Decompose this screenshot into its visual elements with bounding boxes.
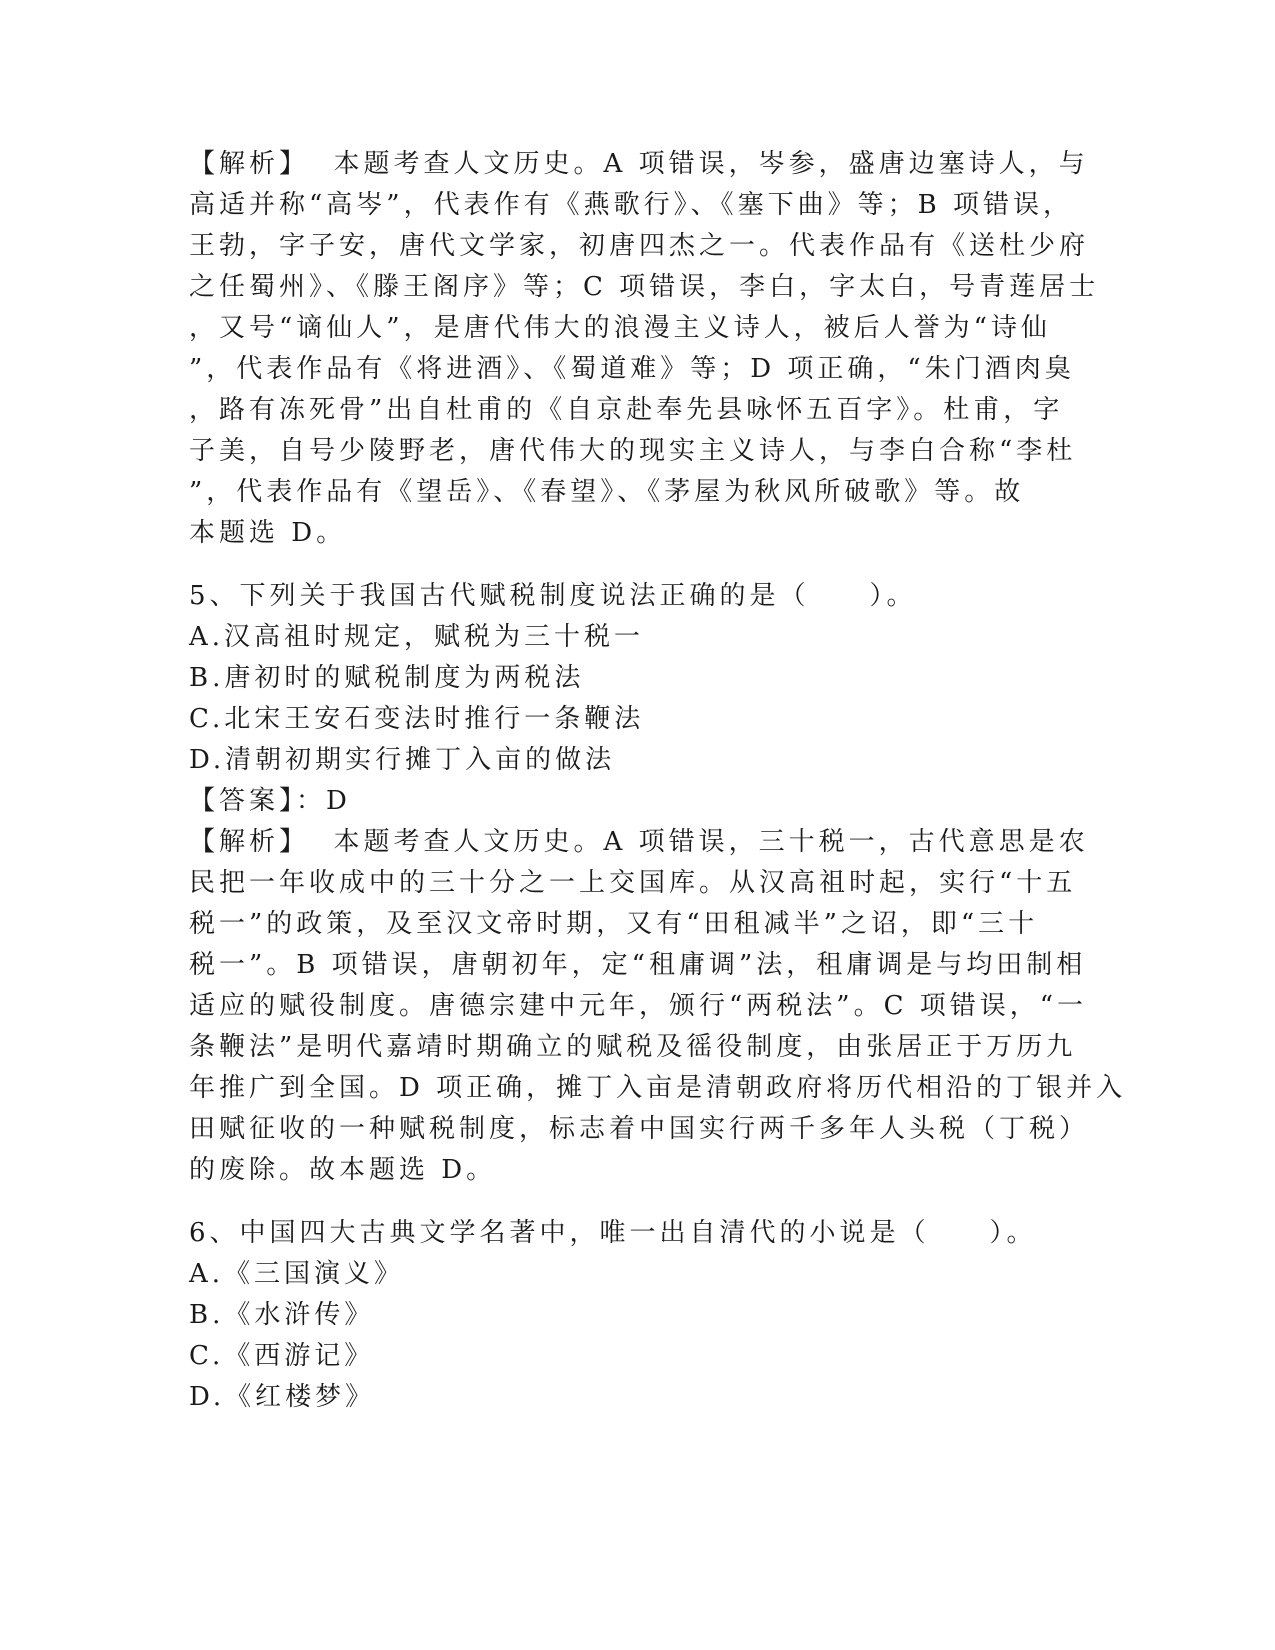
analysis-line: ，路有冻死骨”出自杜甫的《自京赴奉先县咏怀五百字》。杜甫，字 [189,395,1064,425]
question-5-analysis-line: 适应的赋役制度。唐德宗建中元年，颁行“两税法”。C 项错误，“一 [189,991,1088,1021]
question-5-option-d: D.清朝初期实行摊丁入亩的做法 [189,745,616,775]
question-6-option-d: D.《红楼梦》 [189,1382,376,1412]
question-5-analysis-line: 税一”的政策，及至汉文帝时期，又有“田租减半”之诏，即“三十 [189,909,1039,939]
analysis-line: ”，代表作品有《将进酒》、《蜀道难》等；D 项正确，“朱门酒肉臭 [189,354,1075,384]
question-5-analysis-line: 年推广到全国。D 项正确，摊丁入亩是清朝政府将历代相沿的丁银并入 [189,1073,1127,1103]
question-6-option-a: A.《三国演义》 [189,1259,405,1289]
analysis-line: 本题选 D。 [189,518,347,548]
question-5-answer: 【答案】：D [189,786,351,816]
question-5-analysis-line: 民把一年收成中的三十分之一上交国库。从汉高祖时起，实行“十五 [189,868,1077,898]
question-5-option-b: B.唐初时的赋税制度为两税法 [189,663,585,693]
analysis-line: 【解析】 本题考查人文历史。A 项错误，岑参，盛唐边塞诗人，与 [189,149,1089,179]
question-5-analysis-line: 税一”。B 项错误，唐朝初年，定“租庸调”法，租庸调是与均田制相 [189,950,1087,980]
question-5-analysis-line: 田赋征收的一种赋税制度，标志着中国实行两千多年人头税（丁税） [189,1114,1090,1144]
question-5-analysis-line: 条鞭法”是明代嘉靖时期确立的赋税及徭役制度，由张居正于万历九 [189,1032,1077,1062]
question-6-option-b: B.《水浒传》 [189,1300,375,1330]
question-6-option-c: C.《西游记》 [189,1341,375,1371]
question-5-option-a: A.汉高祖时规定，赋税为三十税一 [189,622,645,652]
analysis-line: 高适并称“高岑”，代表作有《燕歌行》、《塞下曲》等；B 项错误， [189,190,1073,220]
analysis-line: 之任蜀州》、《滕王阁序》等；C 项错误，李白，字太白，号青莲居士 [189,272,1100,302]
question-5-option-c: C.北宋王安石变法时推行一条鞭法 [189,704,645,734]
analysis-line: ”，代表作品有《望岳》、《春望》、《茅屋为秋风所破歌》等。故 [189,477,1025,507]
question-5-analysis-line: 【解析】 本题考查人文历史。A 项错误，三十税一，古代意思是农 [189,827,1089,857]
analysis-line: 子美，自号少陵野老，唐代伟大的现实主义诗人，与李白合称“李杜 [189,436,1077,466]
question-6-stem: 6、中国四大古典文学名著中，唯一出自清代的小说是（ ）。 [189,1218,1037,1248]
question-5-analysis-line: 的废除。故本题选 D。 [189,1155,497,1185]
analysis-line: ，又号“谪仙人”，是唐代伟大的浪漫主义诗人，被后人誉为“诗仙 [189,313,1051,343]
analysis-line: 王勃，字子安，唐代文学家，初唐四杰之一。代表作品有《送杜少府 [189,231,1090,261]
question-5-stem: 5、下列关于我国古代赋税制度说法正确的是（ ）。 [189,581,917,611]
